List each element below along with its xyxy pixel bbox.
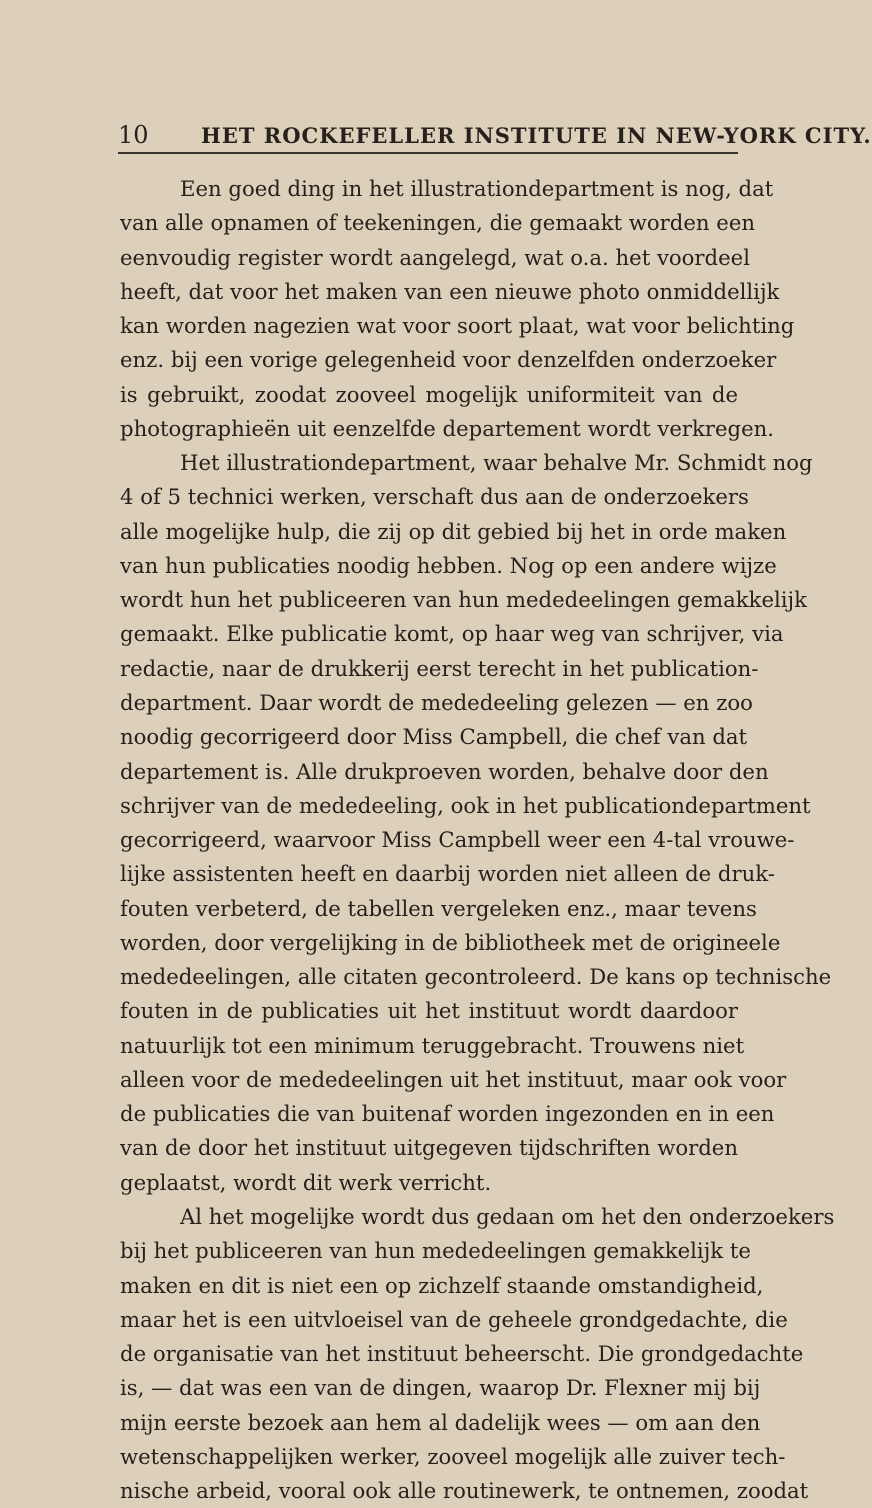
text-line: mijn eerste bezoek aan hem al dadelijk wees — om aan den	[120, 1409, 761, 1435]
page-header	[118, 118, 872, 154]
text-line: alle mogelijke hulp, die zij op dit gebied bij het in orde maken	[120, 518, 787, 544]
text-line: van hun publicaties noodig hebben. Nog op een andere wijze	[120, 552, 777, 578]
text-line: geplaatst, wordt dit werk verricht.	[120, 1169, 492, 1195]
text-line: van de door het instituut uitgegeven tijdschriften worden	[120, 1135, 738, 1161]
text-line: 4 of 5 technici werken, verschaft dus aan de onderzoekers	[120, 484, 749, 510]
text-line: photographieën uit eenzelfde departement wordt verkregen.	[120, 415, 775, 441]
text-line: gecorrigeerd, waarvoor Miss Campbell weer een 4-tal vrouwe-	[120, 827, 795, 853]
text-line: kan worden nagezien wat voor soort plaat, wat voor belichting	[120, 313, 795, 339]
text-line: department. Daar wordt de mededeeling gelezen — en zoo	[120, 689, 753, 715]
text-line: de publicaties die van buitenaf worden ingezonden en in een	[120, 1101, 775, 1127]
text-line: maken en dit is niet een op zichzelf staande omstandigheid,	[120, 1272, 764, 1298]
text-line: fouten in de publicaties uit het instituut wordt daardoor	[120, 998, 738, 1024]
body-text	[120, 172, 835, 1508]
text-line: gemaakt. Elke publicatie komt, op haar weg van schrijver, via	[120, 621, 784, 647]
text-line: eenvoudig register wordt aangelegd, wat o.a. het voordeel	[120, 244, 750, 270]
text-line: is gebruikt, zoodat zooveel mogelijk uniformiteit van de	[120, 381, 738, 407]
text-line: bij het publiceeren van hun mededeelingen gemakkelijk te	[120, 1238, 751, 1264]
text-line: fouten verbeterd, de tabellen vergeleken enz., maar tevens	[120, 895, 757, 921]
text-line: natuurlijk tot een minimum teruggebracht. Trouwens niet	[120, 1032, 745, 1058]
text-line: worden, door vergelijking in de bibliotheek met de origineele	[120, 929, 781, 955]
text-line: is, — dat was een van de dingen, waarop Dr. Flexner mij bij	[120, 1375, 761, 1401]
text-line: Het illustrationdepartment, waar behalve Mr. Schmidt nog	[180, 450, 813, 476]
text-line: nische arbeid, vooral ook alle routinewerk, te ontnemen, zoodat	[120, 1478, 809, 1504]
text-line: schrijver van de mededeeling, ook in het publicationdepartment	[120, 792, 811, 818]
text-line: mededeelingen, alle citaten gecontroleerd. De kans op technische	[120, 964, 832, 990]
text-line: Een goed ding in het illustrationdepartment is nog, dat	[180, 176, 774, 201]
page-number: 10	[118, 121, 149, 149]
text-line: redactie, naar de drukkerij eerst terecht in het publication-	[120, 655, 759, 681]
text-line: Al het mogelijke wordt dus gedaan om het den onderzoekers	[180, 1203, 835, 1229]
text-line: wordt hun het publiceeren van hun mededeelingen gemakkelijk	[120, 587, 807, 613]
text-line: departement is. Alle drukproeven worden, behalve door den	[120, 758, 769, 784]
text-line: wetenschappelijken werker, zooveel mogelijk alle zuiver tech-	[120, 1443, 786, 1469]
text-line: heeft, dat voor het maken van een nieuwe photo onmiddellijk	[120, 278, 780, 304]
text-line: maar het is een uitvloeisel van de geheele grondgedachte, die	[120, 1306, 788, 1332]
text-line: alleen voor de mededeelingen uit het instituut, maar ook voor	[120, 1066, 787, 1092]
text-line: noodig gecorrigeerd door Miss Campbell, die chef van dat	[120, 724, 748, 750]
running-title: HET ROCKEFELLER INSTITUTE IN NEW-YORK CITY.	[201, 123, 872, 148]
text-line: enz. bij een vorige gelegenheid voor denzelfden onderzoeker	[120, 347, 777, 373]
text-line: van alle opnamen of teekeningen, die gemaakt worden een	[120, 210, 756, 236]
text-line: lijke assistenten heeft en daarbij worden niet alleen de druk-	[120, 861, 775, 887]
text-line: de organisatie van het instituut beheerscht. Die grondgedachte	[120, 1341, 804, 1367]
